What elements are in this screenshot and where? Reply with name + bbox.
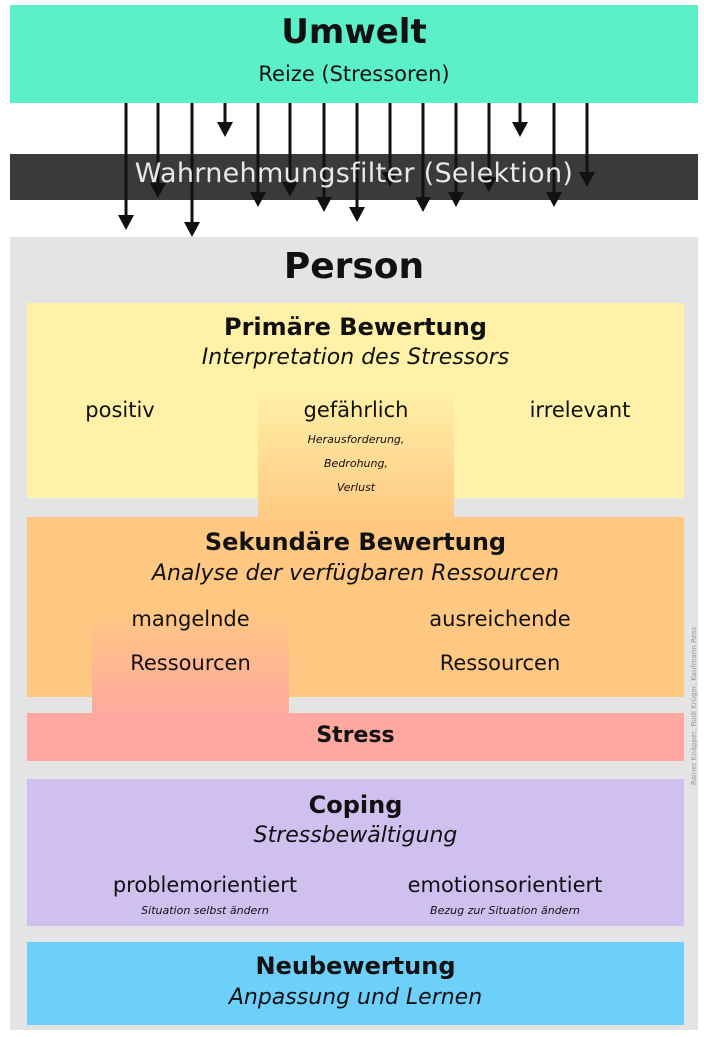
ausreichende-ressourcen-label: Ressourcen bbox=[439, 651, 561, 675]
ausreichende-label: ausreichende bbox=[429, 607, 571, 631]
arrow-head bbox=[250, 192, 266, 207]
primary-title: Primäre Bewertung bbox=[223, 313, 487, 341]
option-irrelevant: irrelevant bbox=[529, 398, 631, 422]
option-positiv: positiv bbox=[85, 398, 155, 422]
image-credit: Rainer Knäpper, Rudi Krüger, Kaufmann Ress bbox=[690, 626, 698, 785]
arrow-head bbox=[349, 207, 365, 222]
detail-bedrohung: Bedrohung, bbox=[324, 457, 388, 470]
arrow-head bbox=[546, 192, 562, 207]
primary-subtitle: Interpretation des Stressors bbox=[201, 345, 510, 370]
emotionsorientiert-label: emotionsorientiert bbox=[407, 873, 603, 897]
neubewertung-subtitle: Anpassung und Lernen bbox=[228, 985, 483, 1010]
arrow-head bbox=[118, 215, 134, 230]
secondary-subtitle: Analyse der verfügbaren Ressourcen bbox=[151, 561, 560, 586]
filter-label: Wahrnehmungsfilter (Selektion) bbox=[134, 158, 574, 189]
stimulus-arrows bbox=[0, 0, 704, 260]
arrow-head bbox=[217, 122, 233, 137]
arrow-head bbox=[184, 222, 200, 237]
secondary-title: Sekundäre Bewertung bbox=[204, 528, 507, 556]
mangelnde-ressourcen-label: Ressourcen bbox=[130, 651, 251, 675]
arrow-head bbox=[512, 122, 528, 137]
person-title: Person bbox=[283, 246, 425, 287]
umwelt-title: Umwelt bbox=[281, 12, 427, 52]
arrow-head bbox=[415, 197, 431, 212]
neubewertung-title: Neubewertung bbox=[255, 952, 456, 980]
arrow-head bbox=[448, 192, 464, 207]
coping-subtitle: Stressbewältigung bbox=[253, 823, 458, 848]
coping-title: Coping bbox=[308, 791, 403, 819]
problemorientiert-note: Situation selbst ändern bbox=[141, 904, 269, 917]
arrow-head bbox=[316, 197, 332, 212]
detail-verlust: Verlust bbox=[336, 481, 376, 494]
detail-herausforderung: Herausforderung, bbox=[307, 433, 405, 446]
problemorientiert-label: problemorientiert bbox=[112, 873, 298, 897]
umwelt-subtitle: Reize (Stressoren) bbox=[258, 62, 450, 86]
emotionsorientiert-note: Bezug zur Situation ändern bbox=[430, 904, 580, 917]
option-gefaehrlich: gefährlich bbox=[303, 398, 409, 422]
stress-title: Stress bbox=[316, 723, 395, 748]
mangelnde-label: mangelnde bbox=[131, 607, 250, 631]
